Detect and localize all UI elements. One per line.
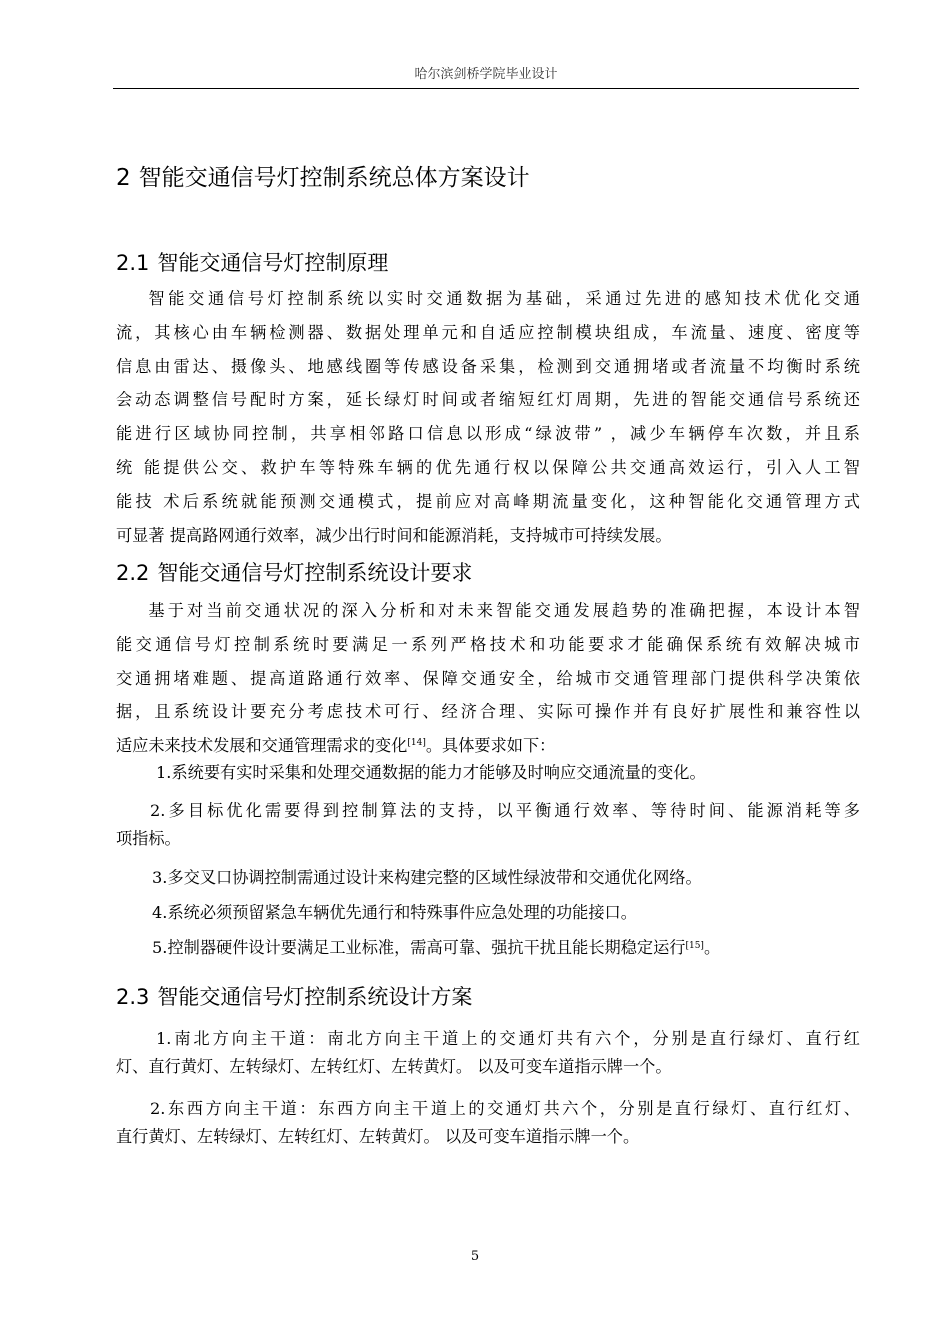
section-number: 2.1	[116, 251, 150, 275]
running-header: 哈尔滨剑桥学院毕业设计	[414, 67, 558, 82]
paragraph-line: 据，且系统设计要充分考虑技术可行、经济合理、实际可操作并有良好扩展性和兼容性以	[116, 702, 860, 722]
list-line	[116, 934, 860, 962]
paragraph-line: 智能交通信号灯控制系统以实时交通数据为基础，采通过先进的感知技术优化交通	[148, 289, 860, 308]
paragraph-line: 能技 术后系统就能预测交通模式，提前应对高峰期流量变化，这种智能化交通管理方式	[116, 491, 860, 511]
section-2-2-paragraph	[116, 594, 860, 763]
list-line: 4.系统必须预留紧急车辆优先通行和特殊事件应急处理的功能接口。	[152, 903, 637, 922]
requirement-item-1	[116, 759, 860, 787]
page-number: 5	[470, 1249, 480, 1264]
paragraph-text: 适应未来技术发展和交通管理需求的变化	[116, 736, 408, 756]
list-line: 2.东西方向主干道：东西方向主干道上的交通灯共六个，分别是直行绿灯、直行红灯、	[150, 1099, 860, 1118]
chapter-number: 2	[116, 165, 131, 191]
section-number: 2.3	[116, 985, 150, 1009]
list-line: 1.系统要有实时采集和处理交通数据的能力才能够及时响应交通流量的变化。	[156, 763, 706, 782]
paragraph-line: 交通拥堵难题、提高道路通行效率、保障交通安全，给城市交通管理部门提供科学决策依	[116, 668, 860, 688]
paragraph-line: 流，其核心由车辆检测器、数据处理单元和自适应控制模块组成，车流量、速度、密度等	[116, 322, 860, 342]
section-heading-2-3	[116, 983, 472, 1011]
list-text: 5.控制器硬件设计要满足工业标准，需高可靠、强抗干扰且能长期稳定运行	[152, 938, 686, 957]
design-item-1	[116, 1025, 860, 1081]
paragraph-line: 会动态调整信号配时方案，延长绿灯时间或者缩短红灯周期，先进的智能交通信号系统还	[116, 390, 860, 410]
header-rule	[113, 88, 859, 89]
list-tail: 。	[703, 938, 721, 957]
section-title: 智能交通信号灯控制系统设计要求	[157, 561, 473, 585]
design-item-2	[116, 1095, 860, 1151]
section-heading-2-2	[116, 559, 472, 587]
list-line: 1.南北方向主干道：南北方向主干道上的交通灯共有六个，分别是直行绿灯、直行红	[156, 1029, 860, 1048]
list-line: 项指标。	[116, 829, 181, 848]
citation-14: [14]	[407, 738, 426, 749]
paragraph-line: 统 能提供公交、救护车等特殊车辆的优先通行权以保障公共交通高效运行，引入人工智	[116, 457, 860, 477]
list-line: 灯、直行黄灯、左转绿灯、左转红灯、左转黄灯。 以及可变车道指示牌一个。	[116, 1057, 672, 1076]
list-line: 3.多交叉口协调控制需通过设计来构建完整的区域性绿波带和交通优化网络。	[152, 868, 702, 887]
section-2-1-paragraph	[116, 282, 860, 552]
section-title: 智能交通信号灯控制原理	[157, 251, 389, 275]
requirement-item-4	[116, 899, 860, 927]
chapter-heading	[116, 163, 530, 193]
citation-15: [15]	[685, 941, 704, 951]
chapter-title: 智能交通信号灯控制系统总体方案设计	[138, 165, 530, 191]
section-number: 2.2	[116, 561, 150, 585]
paragraph-line: 基于对当前交通状况的深入分析和对未来智能交通发展趋势的准确把握，本设计本智	[148, 601, 860, 620]
paragraph-line-final	[116, 729, 860, 763]
paragraph-line: 能交通信号灯控制系统时要满足一系列严格技术和功能要求才能确保系统有效解决城市	[116, 634, 860, 654]
section-title: 智能交通信号灯控制系统设计方案	[157, 985, 473, 1009]
requirement-item-3	[116, 864, 860, 892]
paragraph-line: 信息由雷达、摄像头、地感线圈等传感设备采集，检测到交通拥堵或者流量不均衡时系统	[116, 356, 860, 376]
section-heading-2-1	[116, 249, 388, 277]
paragraph-tail: 。具体要求如下：	[425, 736, 556, 756]
list-line: 直行黄灯、左转绿灯、左转红灯、左转黄灯。 以及可变车道指示牌一个。	[116, 1127, 640, 1146]
paragraph-line: 可显著 提高路网通行效率，减少出行时间和能源消耗，支持城市可持续发展。	[116, 525, 672, 545]
requirement-item-2	[116, 797, 860, 853]
paragraph-line: 能进行区域协同控制，共享相邻路口信息以形成“绿波带” ，减少车辆停车次数，并且系	[116, 424, 860, 444]
requirement-item-5	[116, 934, 860, 962]
list-line: 2.多目标优化需要得到控制算法的支持，以平衡通行效率、等待时间、能源消耗等多	[150, 801, 860, 820]
